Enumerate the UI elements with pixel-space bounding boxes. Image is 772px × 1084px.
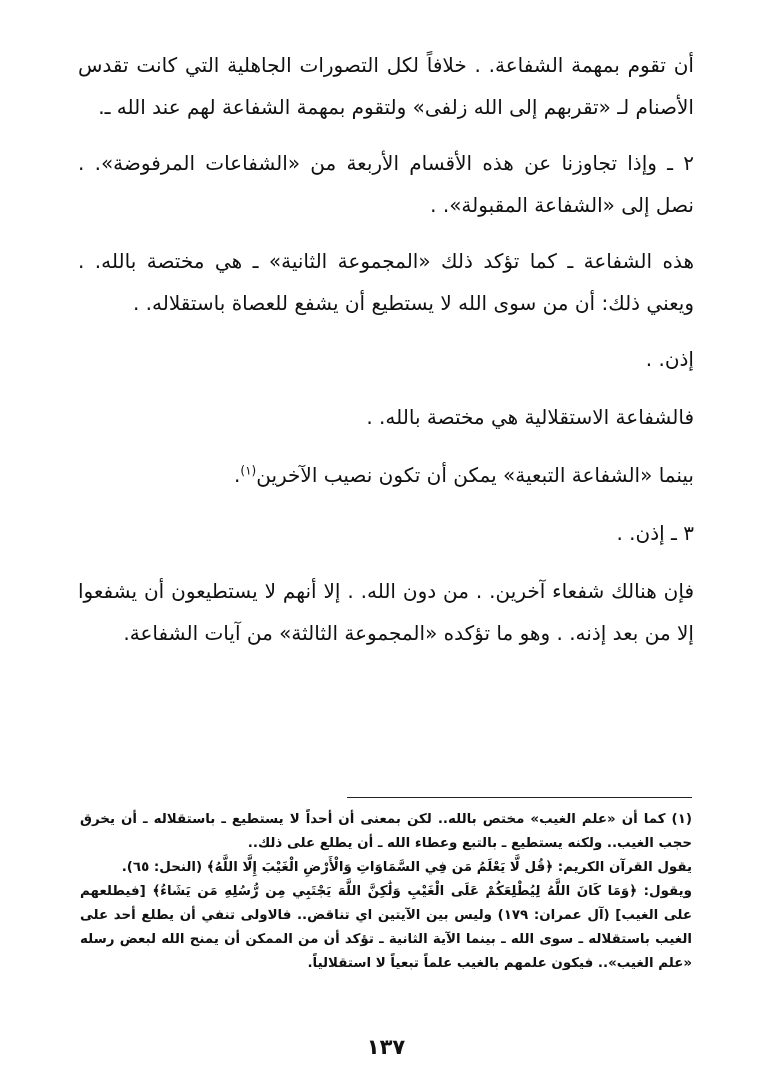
- paragraph-2: ٢ ـ وإذا تجاوزنا عن هذه الأقسام الأربعة من «الشفاعات المرفوضة». . نصل إلى «الشفاعة المقبولة». .: [78, 151, 694, 217]
- footnote-reference[interactable]: (١): [240, 463, 257, 478]
- paragraph-6: بينما «الشفاعة التبعية» يمكن أن تكون نصيب الآخرين$^{(١)}$.: [234, 463, 694, 487]
- footnote-2: يقول القرآن الكريم: ﴿قُل لَّا يَعْلَمُ مَن فِي السَّمَاوَاتِ وَالْأَرْضِ الْغَيْبَ إِلَّا اللَّهُ﴾ (النحل: ٦٥).: [121, 860, 692, 875]
- footnote-1: (١) كما أن «علم الغيب» مختص بالله.. لكن بمعنى أن أحداً لا يستطيع ـ باستقلاله ـ أن يخرق حجب الغيب.. ولكنه يستطيع ـ بالتبع وعطاء الله ـ أن يطلع على ذلك..: [80, 812, 692, 851]
- main-text: [78, 44, 694, 668]
- paragraph-7: ٣ ـ إذن. .: [616, 521, 694, 545]
- paragraph-1: أن تقوم بمهمة الشفاعة. . خلافاً لكل التصورات الجاهلية التي كانت تقدس الأصنام لـ «تقربهم إلى الله زلفى» ولتقوم بمهمة الشفاعة لهم عند الله ـ.: [78, 53, 694, 119]
- footnote-3: ويقول: ﴿وَمَا كَانَ اللَّهُ لِيُطْلِعَكُمْ عَلَى الْغَيْبِ وَلَٰكِنَّ اللَّهَ يَجْتَبِي مِن رُّسُلِهِ مَن يَشَاءُ﴾ [فيطلعهم على الغيب] (آل عمران: ١٧٩) وليس بين الآيتين اي تناقض.. فالاولى تنفي أن يطلع أحد على الغيب باستقلاله ـ سوى الله ـ بينما الآية الثانية ـ تؤكد أن من الممكن أن يمنح الله لبعض رسله «علم الغيب».. فيكون علمهم بالغيب علماً تبعياً لا استقلالياً.: [80, 884, 693, 971]
- paragraph-3: هذه الشفاعة ـ كما تؤكد ذلك «المجموعة الثانية» ـ هي مختصة بالله. . ويعني ذلك: أن من سوى الله لا يستطيع أن يشفع للعصاة باستقلاله. .: [78, 249, 694, 315]
- paragraph-8: فإن هنالك شفعاء آخرين. . من دون الله. . إلا أنهم لا يستطيعون أن يشفعوا إلا من بعد إذنه. . وهو ما تؤكده «المجموعة الثالثة» من آيات الشفاعة.: [78, 579, 694, 645]
- footnotes: [80, 808, 692, 976]
- tabaiya-sentence: بينما «الشفاعة التبعية» يمكن أن تكون نصيب الآخرين: [256, 463, 694, 487]
- paragraph-4: إذن. .: [645, 347, 694, 371]
- paragraph-5: فالشفاعة الاستقلالية هي مختصة بالله. .: [366, 405, 694, 429]
- footnote-separator: [347, 797, 692, 798]
- page-number: ١٣٧: [366, 1035, 406, 1059]
